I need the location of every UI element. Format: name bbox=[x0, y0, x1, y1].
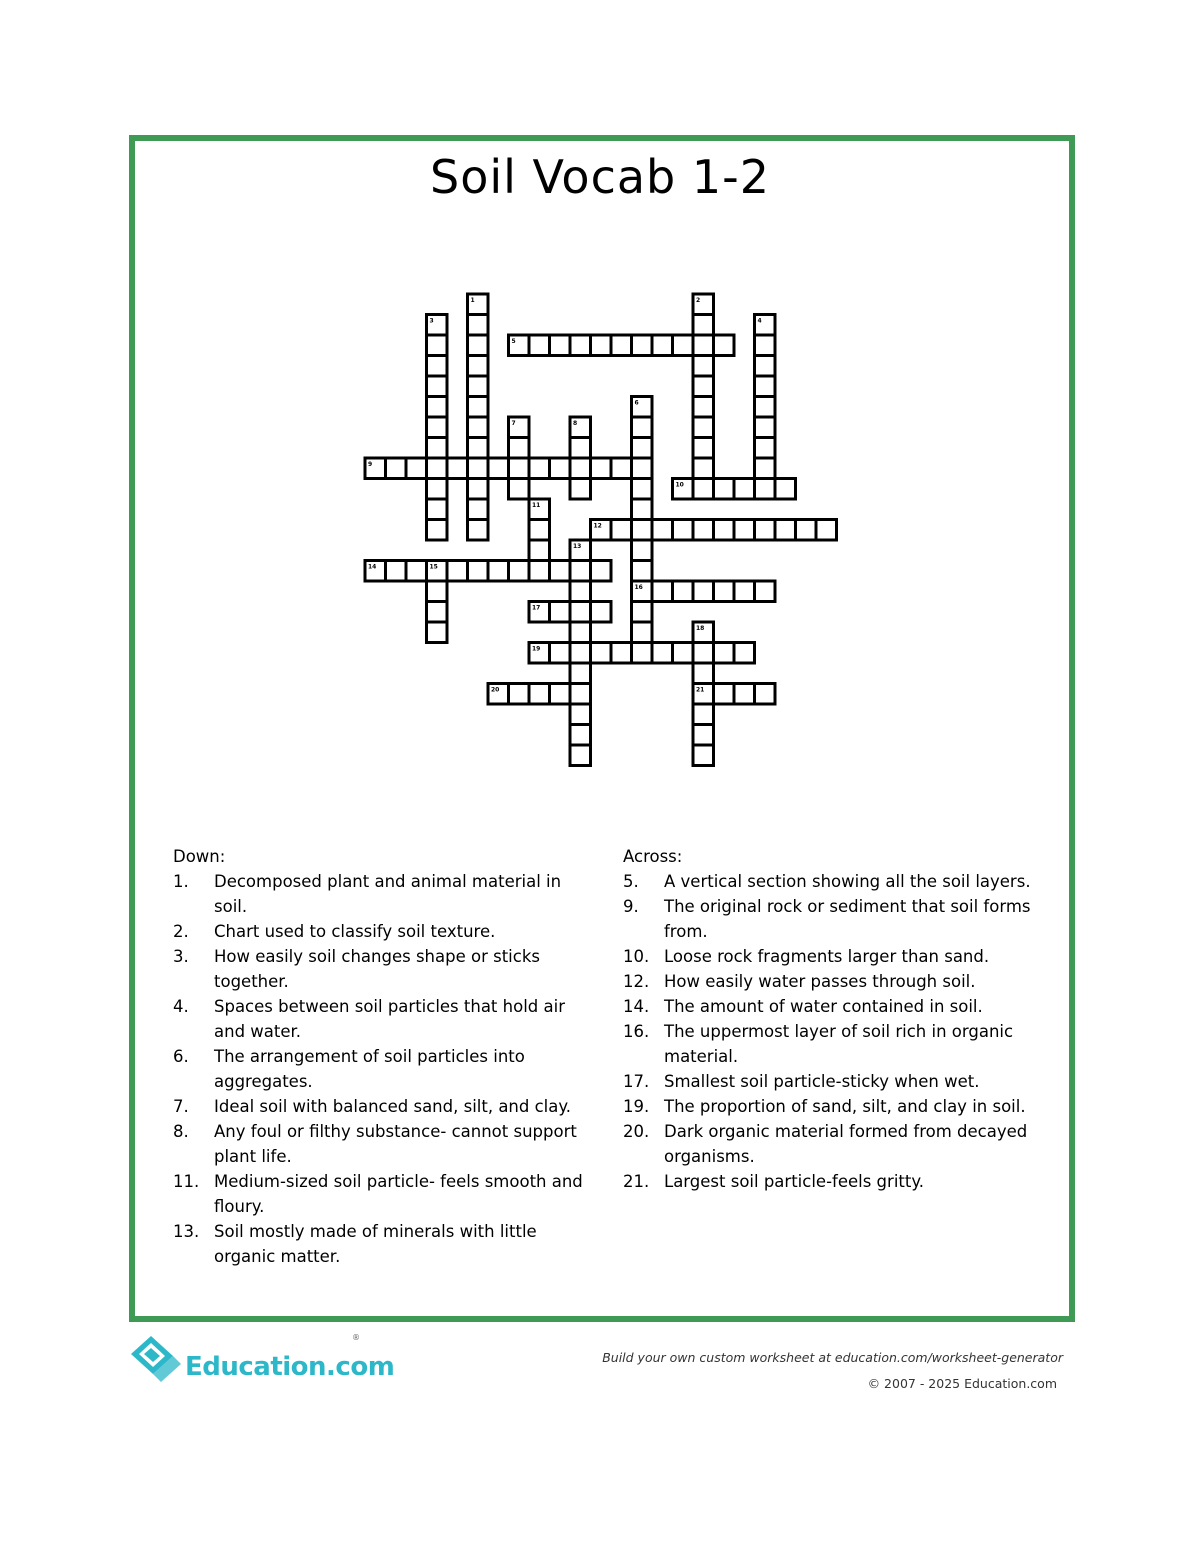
crossword-cell[interactable] bbox=[714, 684, 735, 705]
crossword-cell[interactable] bbox=[632, 540, 653, 561]
clue-text: How easily soil changes shape or sticks together. bbox=[214, 947, 540, 991]
clue-text: The original rock or sediment that soil forms from. bbox=[664, 897, 1031, 941]
crossword-cell[interactable] bbox=[673, 335, 694, 356]
clue-start-number: 9 bbox=[368, 461, 373, 468]
crossword-cell[interactable] bbox=[611, 458, 632, 479]
build-worksheet-link[interactable]: Build your own custom worksheet at education.com/worksheet-generator bbox=[602, 1350, 1063, 1365]
clue-text: Spaces between soil particles that hold air and water. bbox=[214, 997, 565, 1041]
crossword-cell[interactable] bbox=[570, 684, 591, 705]
crossword-cell[interactable] bbox=[714, 479, 735, 500]
clue-text: Largest soil particle-feels gritty. bbox=[664, 1172, 924, 1191]
clue-number: 20. bbox=[623, 1122, 650, 1141]
across-heading: Across: bbox=[623, 847, 683, 866]
crossword-cell[interactable] bbox=[550, 561, 571, 582]
crossword-cell[interactable] bbox=[632, 602, 653, 623]
clue-number: 3. bbox=[173, 947, 189, 966]
crossword-cell[interactable] bbox=[468, 315, 489, 336]
crossword-cell[interactable] bbox=[673, 520, 694, 541]
crossword-cell[interactable] bbox=[468, 438, 489, 459]
crossword-cell[interactable] bbox=[570, 663, 591, 684]
crossword-cell[interactable] bbox=[591, 458, 612, 479]
across-clue bbox=[623, 944, 1038, 969]
clue-number: 8. bbox=[173, 1122, 189, 1141]
down-clue bbox=[173, 1094, 588, 1119]
clue-text: Loose rock fragments larger than sand. bbox=[664, 947, 990, 966]
clue-number: 7. bbox=[173, 1097, 189, 1116]
across-clue bbox=[623, 1169, 1038, 1194]
crossword-cell[interactable] bbox=[632, 417, 653, 438]
crossword-cell[interactable] bbox=[427, 520, 448, 541]
crossword-cell[interactable] bbox=[632, 643, 653, 664]
crossword-cell[interactable] bbox=[570, 561, 591, 582]
crossword-cell[interactable] bbox=[693, 520, 714, 541]
crossword-cell[interactable] bbox=[427, 438, 448, 459]
clue-number: 11. bbox=[173, 1172, 200, 1191]
across-clue bbox=[623, 1069, 1038, 1094]
clue-text: Smallest soil particle-sticky when wet. bbox=[664, 1072, 980, 1091]
crossword-cell[interactable] bbox=[755, 438, 776, 459]
clue-number: 12. bbox=[623, 972, 650, 991]
crossword-cell[interactable] bbox=[427, 499, 448, 520]
crossword-cell[interactable] bbox=[816, 520, 837, 541]
clue-number: 16. bbox=[623, 1022, 650, 1041]
crossword-cell[interactable] bbox=[734, 684, 755, 705]
crossword-cell[interactable] bbox=[652, 581, 673, 602]
crossword-cell[interactable] bbox=[550, 643, 571, 664]
crossword-cell[interactable] bbox=[693, 397, 714, 418]
crossword-cell[interactable] bbox=[427, 417, 448, 438]
crossword-cell[interactable] bbox=[693, 745, 714, 766]
crossword-cell[interactable] bbox=[468, 561, 489, 582]
crossword-cell[interactable] bbox=[632, 458, 653, 479]
clue-number: 19. bbox=[623, 1097, 650, 1116]
crossword-cell[interactable] bbox=[427, 581, 448, 602]
crossword-cell[interactable] bbox=[632, 622, 653, 643]
crossword-cell[interactable] bbox=[468, 520, 489, 541]
crossword-cell[interactable] bbox=[447, 458, 468, 479]
crossword-cell[interactable] bbox=[591, 643, 612, 664]
crossword-cell[interactable] bbox=[468, 376, 489, 397]
clue-number: 2. bbox=[173, 922, 189, 941]
clue-start-number: 4 bbox=[757, 317, 762, 325]
clue-text: The proportion of sand, silt, and clay in soil. bbox=[664, 1097, 1026, 1116]
crossword-cell[interactable] bbox=[427, 376, 448, 397]
crossword-cell[interactable] bbox=[591, 602, 612, 623]
registered-mark: ® bbox=[352, 1333, 360, 1342]
clue-start-number: 12 bbox=[593, 522, 602, 530]
crossword-cell[interactable] bbox=[468, 397, 489, 418]
clue-text: The amount of water contained in soil. bbox=[664, 997, 983, 1016]
crossword-cell[interactable] bbox=[755, 356, 776, 377]
crossword-cell[interactable] bbox=[488, 561, 509, 582]
crossword-cell[interactable] bbox=[611, 335, 632, 356]
crossword-cell[interactable] bbox=[550, 458, 571, 479]
clue-start-number: 5 bbox=[511, 338, 516, 345]
crossword-cell[interactable] bbox=[734, 581, 755, 602]
down-clue bbox=[173, 919, 588, 944]
crossword-cell[interactable] bbox=[693, 704, 714, 725]
crossword-cell[interactable] bbox=[693, 315, 714, 336]
crossword-cell[interactable] bbox=[652, 520, 673, 541]
crossword-cell[interactable] bbox=[591, 335, 612, 356]
crossword-cell[interactable] bbox=[427, 335, 448, 356]
crossword-cell[interactable] bbox=[693, 479, 714, 500]
clue-start-number: 8 bbox=[573, 420, 578, 427]
crossword-cell[interactable] bbox=[755, 684, 776, 705]
crossword-cell[interactable] bbox=[611, 520, 632, 541]
clue-start-number: 1 bbox=[470, 297, 475, 304]
crossword-cell[interactable] bbox=[755, 520, 776, 541]
crossword-cell[interactable] bbox=[427, 458, 448, 479]
clue-start-number: 18 bbox=[696, 625, 705, 632]
crossword-cell[interactable] bbox=[447, 561, 468, 582]
crossword-cell[interactable] bbox=[591, 561, 612, 582]
crossword-cell[interactable] bbox=[570, 479, 591, 500]
down-clues bbox=[173, 844, 588, 1269]
worksheet-title: Soil Vocab 1-2 bbox=[430, 150, 770, 204]
down-clue bbox=[173, 1044, 588, 1094]
clue-number: 14. bbox=[623, 997, 650, 1016]
clue-number: 1. bbox=[173, 872, 189, 891]
crossword-cell[interactable] bbox=[406, 458, 427, 479]
clue-start-number: 14 bbox=[368, 563, 377, 571]
clue-number: 21. bbox=[623, 1172, 650, 1191]
crossword-cell[interactable] bbox=[529, 520, 550, 541]
across-clue bbox=[623, 1094, 1038, 1119]
crossword-cell[interactable] bbox=[468, 335, 489, 356]
crossword-cell[interactable] bbox=[570, 581, 591, 602]
crossword-cell[interactable] bbox=[775, 479, 796, 500]
crossword-cell[interactable] bbox=[386, 561, 407, 582]
crossword-cell[interactable] bbox=[529, 458, 550, 479]
crossword-cell[interactable] bbox=[755, 397, 776, 418]
clue-start-number: 2 bbox=[696, 297, 701, 304]
crossword-cell[interactable] bbox=[632, 479, 653, 500]
across-clue bbox=[623, 994, 1038, 1019]
crossword-cell[interactable] bbox=[632, 561, 653, 582]
crossword-cell[interactable] bbox=[509, 479, 530, 500]
crossword-cell[interactable] bbox=[468, 458, 489, 479]
down-clue bbox=[173, 994, 588, 1044]
clue-text: Dark organic material formed from decayed organisms. bbox=[664, 1122, 1028, 1166]
crossword-cell[interactable] bbox=[529, 684, 550, 705]
clue-text: Soil mostly made of minerals with little organic matter. bbox=[214, 1222, 537, 1266]
crossword-cell[interactable] bbox=[734, 643, 755, 664]
crossword-cell[interactable] bbox=[693, 376, 714, 397]
clue-text: How easily water passes through soil. bbox=[664, 972, 976, 991]
clue-text: Chart used to classify soil texture. bbox=[214, 922, 496, 941]
crossword-cell[interactable] bbox=[570, 602, 591, 623]
crossword-cell[interactable] bbox=[570, 725, 591, 746]
clue-text: A vertical section showing all the soil layers. bbox=[664, 872, 1031, 891]
across-clue bbox=[623, 1119, 1038, 1169]
crossword-cell[interactable] bbox=[427, 479, 448, 500]
crossword-cell[interactable] bbox=[693, 356, 714, 377]
crossword-cell[interactable] bbox=[714, 581, 735, 602]
across-clue bbox=[623, 894, 1038, 944]
crossword-cell[interactable] bbox=[509, 458, 530, 479]
crossword-cell[interactable] bbox=[673, 581, 694, 602]
crossword-cell[interactable] bbox=[529, 335, 550, 356]
down-clue bbox=[173, 944, 588, 994]
crossword-cell[interactable] bbox=[570, 704, 591, 725]
crossword-cell[interactable] bbox=[386, 458, 407, 479]
crossword-cell[interactable] bbox=[693, 663, 714, 684]
crossword-cell[interactable] bbox=[714, 643, 735, 664]
clue-start-number: 3 bbox=[429, 317, 434, 325]
crossword-cell[interactable] bbox=[509, 684, 530, 705]
clue-text: Decomposed plant and animal material in soil. bbox=[214, 872, 562, 916]
crossword-cell[interactable] bbox=[632, 438, 653, 459]
clue-text: The uppermost layer of soil rich in organic material. bbox=[664, 1022, 1014, 1066]
crossword-cell[interactable] bbox=[693, 581, 714, 602]
crossword-cell[interactable] bbox=[468, 499, 489, 520]
across-clues bbox=[623, 844, 1038, 1194]
crossword-cell[interactable] bbox=[714, 520, 735, 541]
crossword-cell[interactable] bbox=[550, 335, 571, 356]
clue-start-number: 21 bbox=[696, 686, 705, 694]
clue-number: 4. bbox=[173, 997, 189, 1016]
crossword-cell[interactable] bbox=[652, 335, 673, 356]
down-clue bbox=[173, 1119, 588, 1169]
crossword-cell[interactable] bbox=[714, 335, 735, 356]
crossword-cell[interactable] bbox=[509, 561, 530, 582]
clue-text: Medium-sized soil particle- feels smooth and floury. bbox=[214, 1172, 583, 1216]
crossword-cell[interactable] bbox=[570, 438, 591, 459]
crossword-cell[interactable] bbox=[734, 479, 755, 500]
crossword-cell[interactable] bbox=[796, 520, 817, 541]
crossword-cell[interactable] bbox=[570, 622, 591, 643]
crossword-cell[interactable] bbox=[509, 438, 530, 459]
crossword-cell[interactable] bbox=[468, 356, 489, 377]
crossword-cell[interactable] bbox=[427, 602, 448, 623]
crossword-cell[interactable] bbox=[529, 561, 550, 582]
crossword-cell[interactable] bbox=[755, 417, 776, 438]
crossword-cell[interactable] bbox=[755, 376, 776, 397]
crossword-cell[interactable] bbox=[529, 540, 550, 561]
crossword-cell[interactable] bbox=[550, 602, 571, 623]
clue-start-number: 15 bbox=[429, 563, 438, 571]
crossword-cell[interactable] bbox=[406, 561, 427, 582]
crossword-cell[interactable] bbox=[755, 479, 776, 500]
crossword-cell[interactable] bbox=[427, 622, 448, 643]
down-clue bbox=[173, 1219, 588, 1269]
crossword-cell[interactable] bbox=[632, 335, 653, 356]
crossword-cell[interactable] bbox=[468, 479, 489, 500]
crossword-cell[interactable] bbox=[734, 520, 755, 541]
crossword-cell[interactable] bbox=[570, 335, 591, 356]
clue-number: 6. bbox=[173, 1047, 189, 1066]
clue-start-number: 13 bbox=[573, 543, 582, 550]
crossword-cell[interactable] bbox=[468, 417, 489, 438]
crossword-cell[interactable] bbox=[488, 458, 509, 479]
clue-start-number: 6 bbox=[634, 399, 639, 407]
crossword-cell[interactable] bbox=[570, 745, 591, 766]
crossword-cell[interactable] bbox=[673, 643, 694, 664]
clue-text: The arrangement of soil particles into aggregates. bbox=[214, 1047, 525, 1091]
crossword-cell[interactable] bbox=[652, 643, 673, 664]
clue-text: Ideal soil with balanced sand, silt, and clay. bbox=[214, 1097, 572, 1116]
clue-number: 9. bbox=[623, 897, 639, 916]
logo-wordmark: Education.com bbox=[185, 1352, 395, 1382]
crossword-cell[interactable] bbox=[570, 643, 591, 664]
across-clue bbox=[623, 869, 1038, 894]
crossword-cell[interactable] bbox=[611, 643, 632, 664]
crossword-cell[interactable] bbox=[693, 458, 714, 479]
clue-start-number: 17 bbox=[532, 604, 541, 612]
down-clue bbox=[173, 869, 588, 919]
down-heading: Down: bbox=[173, 847, 226, 866]
crossword-cell[interactable] bbox=[693, 725, 714, 746]
clue-start-number: 20 bbox=[491, 686, 500, 694]
crossword-cell[interactable] bbox=[693, 417, 714, 438]
across-clue bbox=[623, 969, 1038, 994]
clue-number: 17. bbox=[623, 1072, 650, 1091]
clue-text: Any foul or filthy substance- cannot support plant life. bbox=[214, 1122, 577, 1166]
crossword-cell[interactable] bbox=[632, 520, 653, 541]
clue-start-number: 7 bbox=[511, 420, 516, 427]
clue-start-number: 11 bbox=[532, 502, 541, 509]
crossword-cell[interactable] bbox=[693, 335, 714, 356]
copyright-text: © 2007 - 2025 Education.com bbox=[867, 1376, 1057, 1391]
clue-start-number: 19 bbox=[532, 645, 541, 653]
crossword-cell[interactable] bbox=[427, 397, 448, 418]
crossword-cell[interactable] bbox=[570, 458, 591, 479]
crossword-cell[interactable] bbox=[775, 520, 796, 541]
crossword-cell[interactable] bbox=[755, 458, 776, 479]
down-clue bbox=[173, 1169, 588, 1219]
crossword-cell[interactable] bbox=[693, 643, 714, 664]
crossword-cell[interactable] bbox=[550, 684, 571, 705]
across-clue bbox=[623, 1019, 1038, 1069]
clue-start-number: 10 bbox=[675, 481, 684, 489]
clue-number: 10. bbox=[623, 947, 650, 966]
crossword-cell[interactable] bbox=[427, 356, 448, 377]
clue-number: 13. bbox=[173, 1222, 200, 1241]
crossword-cell[interactable] bbox=[632, 499, 653, 520]
clue-start-number: 16 bbox=[634, 584, 643, 591]
crossword-cell[interactable] bbox=[693, 438, 714, 459]
crossword-cell[interactable] bbox=[755, 335, 776, 356]
clue-number: 5. bbox=[623, 872, 639, 891]
crossword-cell[interactable] bbox=[755, 581, 776, 602]
